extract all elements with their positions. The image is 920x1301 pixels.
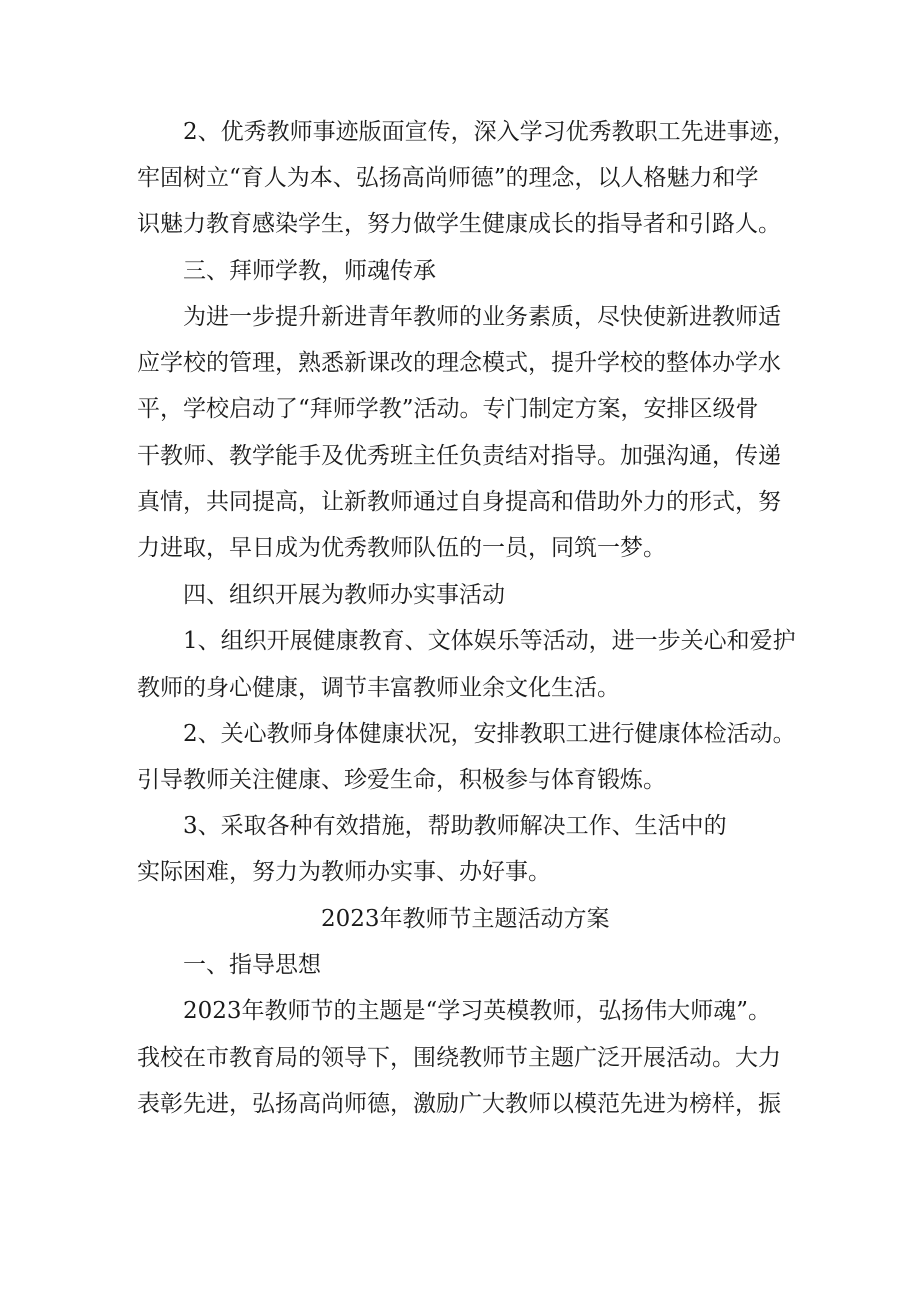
section-heading — [0, 575, 920, 615]
line-text: 1、组织开展健康教育、文体娱乐等活动，进一步关心和爱护 — [183, 628, 796, 654]
line-text: 表彰先进，弘扬高尚师德，激励广大教师以模范先进为榜样，振 — [137, 1091, 781, 1117]
text-line — [0, 1038, 920, 1078]
line-text: 平，学校启动了“拜师学教”活动。专门制定方案，安排区级骨 — [137, 396, 759, 422]
text-line — [0, 714, 920, 754]
line-text: 为进一步提升新进青年教师的业务素质，尽快使新进教师适 — [183, 304, 781, 330]
line-text: 四、组织开展为教师办实事活动 — [183, 582, 505, 608]
line-text: 2、关心教师身体健康状况，安排教职工进行健康体检活动。 — [183, 721, 796, 747]
text-line — [0, 297, 920, 337]
line-text: 实际困难，努力为教师办实事、办好事。 — [137, 859, 551, 885]
line-text: 干教师、教学能手及优秀班主任负责结对指导。加强沟通，传递 — [137, 443, 781, 469]
text-line — [0, 991, 920, 1031]
line-text: 2、优秀教师事迹版面宣传，深入学习优秀教职工先进事迹， — [183, 119, 796, 145]
document-title — [0, 899, 920, 939]
text-line — [0, 621, 920, 661]
line-text: 力进取，早日成为优秀教师队伍的一员，同筑一梦。 — [137, 535, 666, 561]
line-text: 2023年教师节主题活动方案 — [321, 906, 610, 932]
line-text: 识魅力教育感染学生，努力做学生健康成长的指导者和引路人。 — [137, 211, 781, 237]
text-line — [0, 806, 920, 846]
line-text: 2023年教师节的主题是“学习英模教师，弘扬伟大师魂”。 — [183, 998, 772, 1024]
line-text: 三、拜师学教，师魂传承 — [183, 258, 436, 284]
line-text: 一、指导思想 — [183, 952, 321, 978]
line-text: 真情，共同提高，让新教师通过自身提高和借助外力的形式，努 — [137, 489, 781, 515]
text-line — [0, 436, 920, 476]
section-heading — [0, 945, 920, 985]
line-text: 我校在市教育局的领导下，围绕教师节主题广泛开展活动。大力 — [137, 1045, 781, 1071]
text-line — [0, 158, 920, 198]
text-line — [0, 204, 920, 244]
line-text: 教师的身心健康，调节丰富教师业余文化生活。 — [137, 675, 620, 701]
text-line — [0, 528, 920, 568]
text-line — [0, 760, 920, 800]
text-line — [0, 112, 920, 152]
section-heading — [0, 251, 920, 291]
line-text: 引导教师关注健康、珍爱生命，积极参与体育锻炼。 — [137, 767, 666, 793]
text-line — [0, 668, 920, 708]
text-line — [0, 389, 920, 429]
line-text: 3、采取各种有效措施，帮助教师解决工作、生活中的 — [183, 813, 727, 839]
text-line — [0, 1084, 920, 1124]
text-line — [0, 343, 920, 383]
text-line — [0, 852, 920, 892]
line-text: 牢固树立“育人为本、弘扬高尚师德”的理念，以人格魅力和学 — [137, 165, 759, 191]
text-line — [0, 482, 920, 522]
line-text: 应学校的管理，熟悉新课改的理念模式，提升学校的整体办学水 — [137, 350, 781, 376]
